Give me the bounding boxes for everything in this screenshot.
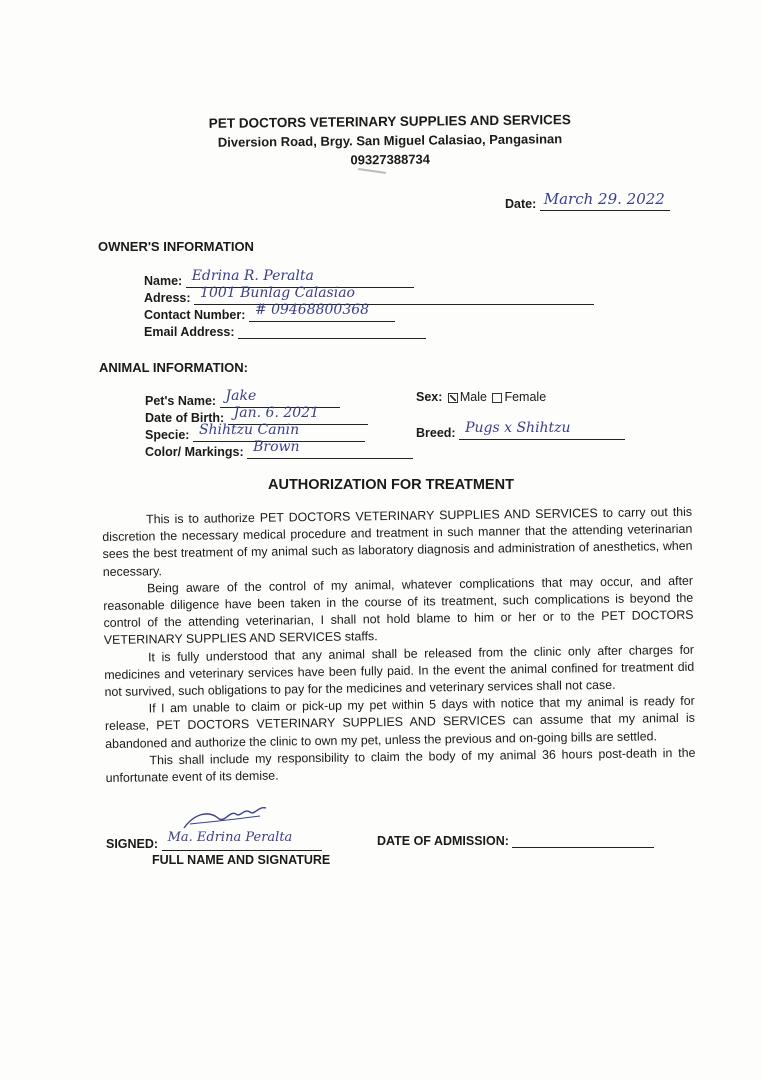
date-value: March 29. 2022 <box>543 190 665 208</box>
date-label: Date: <box>505 197 537 211</box>
pet-name-value: Jake <box>225 388 257 404</box>
signed-label: SIGNED: <box>106 837 159 851</box>
animal-section-title: ANIMAL INFORMATION: <box>99 360 248 375</box>
color-value: Brown <box>253 439 300 455</box>
authorization-body <box>102 504 696 787</box>
dob-value: Jan. 6. 2021 <box>233 405 319 421</box>
breed-label: Breed: <box>416 426 456 440</box>
color-label: Color/ Markings: <box>145 445 244 459</box>
owner-contact-field <box>144 302 395 322</box>
owner-contact-value: # 09468800368 <box>254 302 370 318</box>
pet-name-label: Pet's Name: <box>145 394 217 408</box>
clinic-address: Diversion Road, Brgy. San Miguel Calasiao, Pangasinan <box>217 131 563 150</box>
specie-label: Specie: <box>145 428 190 442</box>
date-of-admission-field <box>377 833 654 848</box>
color-field <box>145 439 413 459</box>
breed-value: Pugs x Shihtzu <box>465 420 571 436</box>
sex-field <box>416 390 546 404</box>
authorization-paragraph: If I am unable to claim or pick-up my pet within 5 days with notice that my animal is ready for release, PET DOCTORS VETERINARY SUPPLIES AND SERVICES can assume that my animal is abandoned and authorize the clinic to own my pet, unless the previous and on-going bills are settled. <box>104 693 696 751</box>
male-checkbox <box>448 393 458 403</box>
owner-address-label: Adress: <box>144 291 191 305</box>
clinic-name: PET DOCTORS VETERINARY SUPPLIES AND SERVICES <box>208 112 571 131</box>
authorization-paragraph: This shall include my responsibility to claim the body of my animal 36 hours post-death in the unfortunate event of its demise. <box>105 745 696 786</box>
sex-label: Sex: <box>416 390 443 404</box>
breed-field <box>416 420 625 440</box>
admission-label: DATE OF ADMISSION: <box>377 834 509 848</box>
authorization-title: AUTHORIZATION FOR TREATMENT <box>268 477 514 493</box>
owner-name-value: Edrina R. Peralta <box>191 268 314 284</box>
authorization-paragraph: Being aware of the control of my animal, whatever complications that may occur, and after reasonable diligence have been taken in the course of its treatment, such complications is beyond the control of the attending veterinarian, I shall not hold blame to him or her or to the PET DOCTORS VETERINARY SUPPLIES AND SERVICES staffs. <box>103 573 694 648</box>
admission-blank-line <box>512 833 654 848</box>
owner-email-label: Email Address: <box>144 325 235 339</box>
owner-section-title: OWNER'S INFORMATION <box>98 239 254 254</box>
specie-value: Shihtzu Canin <box>198 422 300 438</box>
letterhead <box>0 108 762 173</box>
male-option-label: Male <box>459 390 487 404</box>
female-checkbox <box>492 393 502 403</box>
clinic-phone: 09327388734 <box>350 151 431 168</box>
signed-value: Ma. Edrina Peralta <box>167 830 293 845</box>
date-field <box>505 190 670 211</box>
authorization-paragraph: This is to authorize PET DOCTORS VETERINARY SUPPLIES AND SERVICES to carry out this discretion the necessary medical procedure and treatment in such manner that the attending veterinarian sees the best treatment of my animal such as laboratory diagnosis and administration of anesthetics, when necessary. <box>102 504 693 579</box>
dob-label: Date of Birth: <box>145 411 225 425</box>
signature-caption: FULL NAME AND SIGNATURE <box>152 853 331 867</box>
signed-field <box>106 830 322 851</box>
authorization-paragraph: It is fully understood that any animal shall be released from the clinic only after charges for medicines and veterinary services have been fully paid. In the event the animal confined for treatment did not survived, such obligations to pay for the medicines and veterinary services shall not case. <box>104 642 695 700</box>
owner-email-field <box>144 325 426 339</box>
female-option-label: Female <box>504 390 547 404</box>
owner-name-label: Name: <box>144 274 183 288</box>
owner-contact-label: Contact Number: <box>144 308 246 322</box>
owner-address-value: 1001 Bunlag Calasiao <box>200 285 355 301</box>
